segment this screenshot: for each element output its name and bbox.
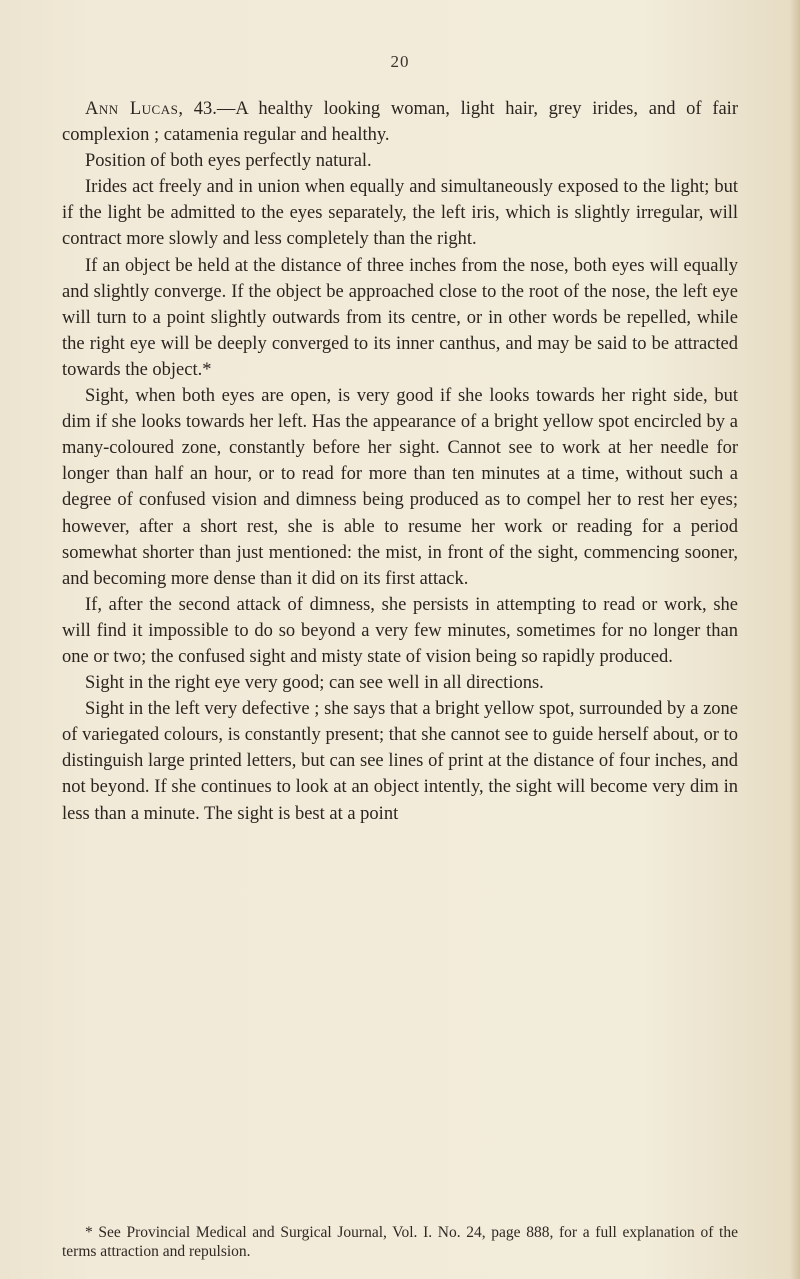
paragraph: Irides act freely and in union when equally and simultaneously exposed to the light; but if the light be admitted to the eyes separately, the left iris, which is slightly irregular, will contract more slowly and less completely than the right. [62,177,738,250]
paragraph: Sight in the left very defective ; she says that a bright yellow spot, surrounded by a zone of variegated colours, is constantly present; that she cannot see to guide herself about, or to distinguish large printed letters, but can see lines of print at the distance of four inches, and not beyond. If she continues to look at an object intently, the sight will become very dim in less than a minute. The sight is best at a point [62,699,738,824]
case-name: Ann Lucas [85,99,179,119]
footnote: * See Provincial Medical and Surgical Journal, Vol. I. No. 24, page 888, for a full explanation of the terms attraction and repulsion. [62,1224,738,1260]
paragraph: Sight in the right eye very good; can see well in all directions. [85,673,544,694]
paragraph-case-intro: Ann Lucas, 43.—A healthy looking woman, light hair, grey irides, and of fair complexion ; catamenia regular and healthy. [62,99,738,146]
page-number: 20 [390,52,410,71]
body-text [62,96,738,827]
page-edge-shadow [790,0,800,1279]
paragraph: Sight, when both eyes are open, is very good if she looks towards her right side, but dim if she looks towards her left. Has the appearance of a bright yellow spot encircled by a many-coloured zone, constantly before her sight. Cannot see to work at her needle for longer than half an hour, or to read for more than ten minutes at a time, without such a degree of confused vision and dimness being produced as to compel her to rest her eyes; however, after a short rest, she is able to resume her work or reading for a period somewhat shorter than just mentioned: the mist, in front of the sight, commencing sooner, and becoming more dense than it did on its first attack. [62,386,738,589]
paragraph: If, after the second attack of dimness, she persists in attempting to read or work, she will find it impossible to do so beyond a very few minutes, sometimes for no longer than one or two; the confused sight and misty state of vision being so rapidly produced. [62,594,738,667]
paragraph-text: 43.—A healthy looking woman, light hair, grey irides, and of fair complexion ; catamenia regular and healthy. [62,99,738,146]
paragraph: Position of both eyes perfectly natural. [85,151,372,172]
paragraph: If an object be held at the distance of three inches from the nose, both eyes will equally and slightly converge. If the object be approached close to the root of the nose, the left eye will turn to a point slightly outwards from its centre, or in other words be repelled, while the right eye will be deeply converged to its inner canthus, and may be said to be attracted towards the object.* [62,255,738,380]
